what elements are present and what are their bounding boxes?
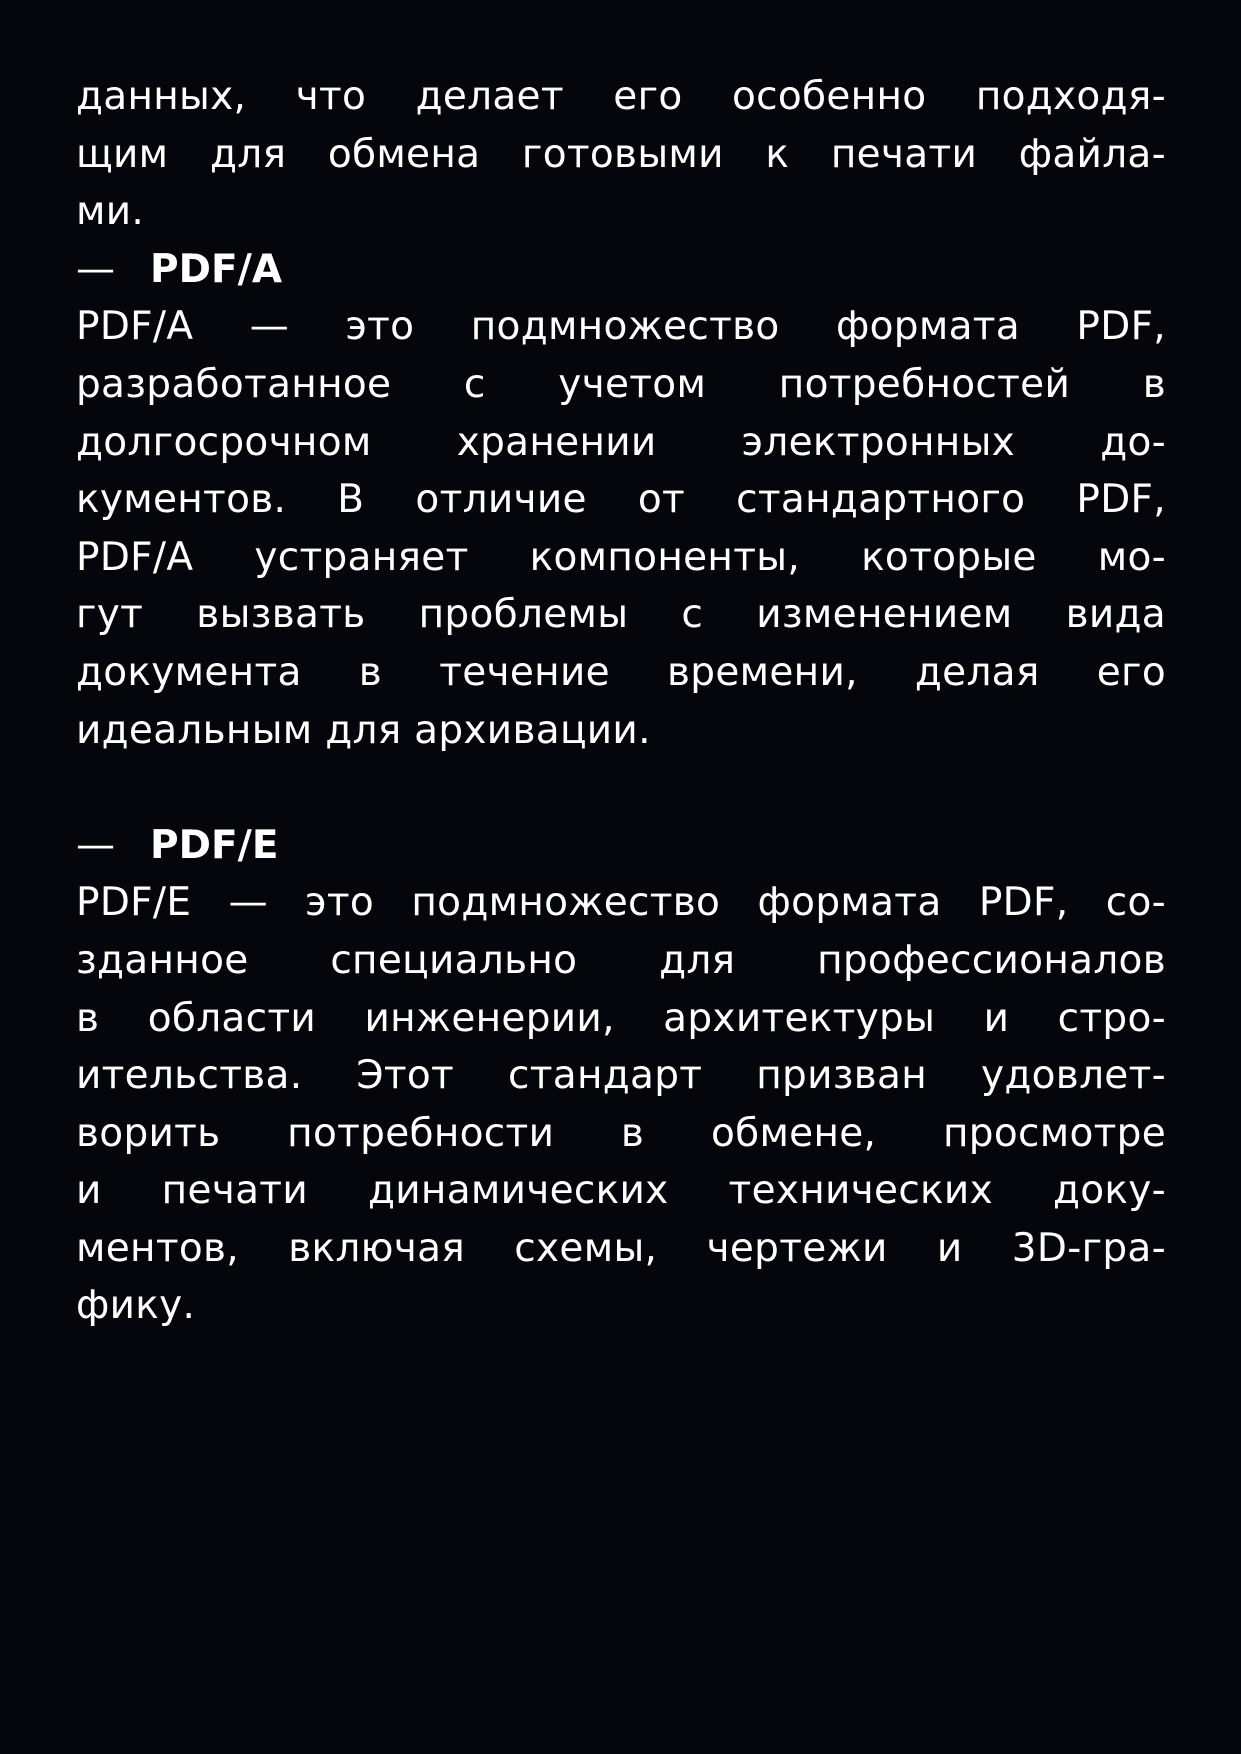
text-line: в области инженерии, архитектуры и стро- — [76, 995, 1166, 1041]
text-line: разработанное с учетом потребностей в — [76, 361, 1166, 407]
paragraph-spacer — [76, 759, 1166, 817]
text-line: идеальным для архивации. — [76, 707, 651, 753]
section-pdf-e — [76, 817, 1166, 1335]
text-line: PDF/A устраняет компоненты, которые мо- — [76, 534, 1166, 580]
dash-bullet-icon: — — [76, 246, 115, 292]
document-page — [76, 68, 1166, 1335]
text-line: и печати динамических технических доку- — [76, 1168, 1166, 1214]
text-line: данных, что делает его особенно подходя- — [76, 74, 1166, 119]
section-pdf-a — [76, 241, 1166, 759]
section-heading — [76, 241, 1166, 299]
dash-bullet-icon: — — [76, 822, 115, 868]
section-body — [76, 874, 1166, 1335]
text-line: кументов. В отличие от стандартного PDF, — [76, 477, 1166, 523]
section-body — [76, 298, 1166, 759]
text-line: PDF/E — это подмножество формата PDF, со- — [76, 880, 1166, 926]
text-line: ворить потребности в обмене, просмотре — [76, 1110, 1166, 1156]
text-line: долгосрочном хранении электронных до- — [76, 419, 1166, 465]
text-line: фику. — [76, 1283, 196, 1329]
text-line: ми. — [76, 189, 145, 235]
text-line: зданное специально для профессионалов — [76, 937, 1166, 983]
text-line: PDF/A — это подмножество формата PDF, — [76, 304, 1166, 350]
intro-paragraph — [76, 68, 1166, 241]
text-line: гут вызвать проблемы с изменением вида — [76, 592, 1166, 638]
text-line: ительства. Этот стандарт призван удовлет- — [76, 1053, 1166, 1099]
section-title: PDF/A — [150, 246, 283, 292]
section-title: PDF/E — [150, 822, 279, 868]
text-line: щим для обмена готовыми к печати файла- — [76, 131, 1166, 177]
section-heading — [76, 817, 1166, 875]
text-line: документа в течение времени, делая его — [76, 649, 1166, 695]
text-line: ментов, включая схемы, чертежи и 3D-гра- — [76, 1225, 1166, 1271]
